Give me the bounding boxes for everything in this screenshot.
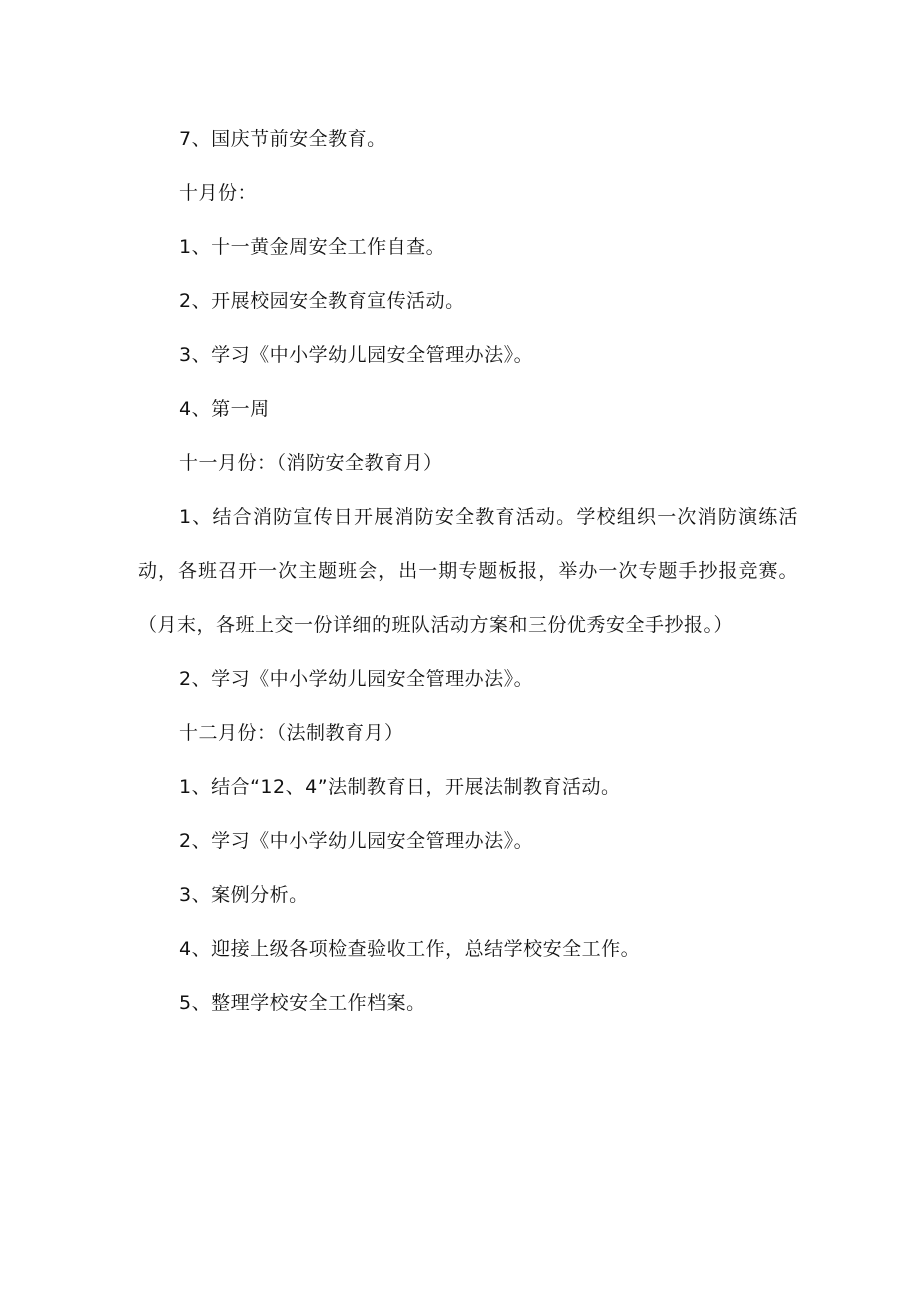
paragraph-december-4: 4、迎接上级各项检查验收工作，总结学校安全工作。	[179, 938, 641, 960]
paragraph-december-5: 5、整理学校安全工作档案。	[179, 992, 426, 1014]
heading-november: 十一月份：（消防安全教育月）	[179, 452, 443, 474]
paragraph-november-2: 2、学习《中小学幼儿园安全管理办法》。	[179, 668, 534, 690]
paragraph-november-1: 1、结合消防宣传日开展消防安全教育活动。学校组织一次消防演练活动，各班召开一次主题班会，出一期专题板报，举办一次专题手抄报竞赛。（月末，各班上交一份详细的班队活动方案和三份优秀安全手抄报。）	[138, 506, 798, 636]
document-body	[138, 112, 798, 1030]
paragraph-october-4: 4、第一周	[179, 398, 270, 420]
paragraph-national-day-education: 7、国庆节前安全教育。	[179, 128, 387, 150]
paragraph-october-3: 3、学习《中小学幼儿园安全管理办法》。	[179, 344, 534, 366]
paragraph-october-2: 2、开展校园安全教育宣传活动。	[179, 290, 465, 312]
paragraph-december-1: 1、结合“12、4”法制教育日，开展法制教育活动。	[179, 776, 621, 798]
paragraph-december-3: 3、案例分析。	[179, 884, 309, 906]
heading-october: 十月份：	[179, 182, 258, 204]
paragraph-october-1: 1、十一黄金周安全工作自查。	[179, 236, 446, 258]
heading-december: 十二月份：（法制教育月）	[179, 722, 404, 744]
paragraph-december-2: 2、学习《中小学幼儿园安全管理办法》。	[179, 830, 534, 852]
